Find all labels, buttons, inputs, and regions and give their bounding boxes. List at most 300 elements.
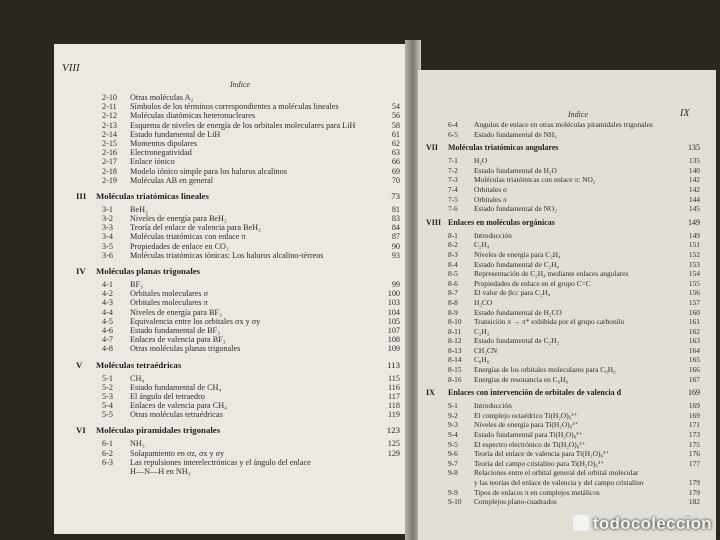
entry-page: 157 bbox=[688, 297, 700, 307]
entry-title: Niveles de energía para BF₃ bbox=[130, 307, 222, 317]
chapter-number: IX bbox=[426, 388, 435, 398]
entry-page: 161 bbox=[688, 317, 700, 327]
chapter-heading bbox=[54, 266, 410, 280]
entry-page: 169 bbox=[688, 401, 700, 411]
toc-entry bbox=[418, 130, 716, 140]
entry-title: Esquema de niveles de energía de los orbitales moleculares para LiH bbox=[130, 120, 356, 130]
toc-entry bbox=[54, 93, 410, 102]
toc-entry bbox=[54, 157, 410, 166]
entry-page: 63 bbox=[391, 148, 400, 158]
entry-page: 182 bbox=[688, 497, 700, 507]
entry-title: Representación de C₂H₄ mediante enlaces angulares bbox=[474, 269, 629, 279]
entry-number: 4-4 bbox=[102, 307, 113, 317]
entry-page: 70 bbox=[391, 175, 400, 185]
toc-entry bbox=[418, 459, 716, 469]
entry-page: 165 bbox=[688, 355, 700, 365]
entry-number: 9-6 bbox=[448, 449, 458, 459]
entry-number: 8-16 bbox=[448, 374, 462, 384]
entry-title: Estado fundamental para Ti(H₂O)₆³⁺ bbox=[474, 430, 583, 440]
toc-entry bbox=[418, 497, 716, 507]
toc-entry bbox=[54, 251, 410, 260]
watermark: todocoleccion bbox=[573, 514, 712, 534]
toc-entry bbox=[418, 298, 716, 308]
entry-page: 90 bbox=[391, 241, 400, 251]
toc-entry bbox=[54, 130, 410, 139]
chapter-page: 113 bbox=[387, 359, 400, 370]
chapter-page: 73 bbox=[391, 190, 400, 201]
entry-number: 3-5 bbox=[102, 241, 113, 251]
entry-number: 8-11 bbox=[448, 326, 462, 336]
entry-title: Enlaces de valencia para BF₃ bbox=[130, 335, 226, 345]
toc-entry bbox=[418, 355, 716, 365]
toc-entry bbox=[418, 120, 716, 130]
entry-page: 169 bbox=[688, 410, 700, 420]
entry-page: 117 bbox=[388, 391, 400, 401]
entry-number: 7-2 bbox=[448, 165, 458, 175]
entry-page: 164 bbox=[688, 345, 700, 355]
toc-entry bbox=[54, 102, 410, 111]
entry-title: Teoría del enlace de valencia para Ti(H₂O)₆³⁺ bbox=[474, 449, 610, 459]
entry-title: C₂H₄ bbox=[474, 240, 490, 250]
toc-entry bbox=[418, 156, 716, 166]
entry-page: 118 bbox=[388, 401, 400, 411]
entry-number: 8-6 bbox=[448, 278, 458, 288]
toc-entry bbox=[54, 242, 410, 251]
entry-title: Niveles de energía para BeH₂ bbox=[130, 214, 227, 224]
entry-number: 9-10 bbox=[448, 497, 462, 507]
entry-number: 4-2 bbox=[102, 289, 113, 299]
entry-number: 7-6 bbox=[448, 204, 458, 214]
toc-entry bbox=[418, 204, 716, 214]
chapter-title: Enlaces con intervención de orbitales de valencia d bbox=[448, 388, 622, 398]
entry-title: Enlaces de valencia para CH₄ bbox=[130, 401, 227, 411]
entry-number: 3-3 bbox=[102, 223, 113, 233]
entry-page: 145 bbox=[688, 204, 700, 214]
chapter-heading bbox=[418, 218, 716, 231]
entry-page: 153 bbox=[688, 259, 700, 269]
entry-page: 149 bbox=[688, 230, 700, 240]
entry-number: 2-15 bbox=[102, 138, 118, 148]
toc-entry bbox=[54, 280, 410, 289]
entry-number: 3-4 bbox=[102, 232, 113, 242]
entry-number: 2-10 bbox=[102, 93, 118, 102]
entry-page: 54 bbox=[391, 102, 400, 112]
toc-entry bbox=[418, 185, 716, 195]
entry-title: Solapamiento en σz, σx y σy bbox=[130, 448, 225, 458]
entry-title: H—N—H en NH₃ bbox=[130, 467, 191, 476]
entry-page: 140 bbox=[688, 165, 700, 175]
toc-entry bbox=[418, 420, 716, 430]
entry-page: 175 bbox=[688, 439, 700, 449]
entry-page: 129 bbox=[387, 448, 400, 458]
entry-number: 5-2 bbox=[102, 382, 113, 392]
entry-number: 5-4 bbox=[102, 401, 113, 411]
right-toc-list bbox=[418, 120, 716, 507]
entry-number: 8-14 bbox=[448, 355, 462, 365]
toc-entry bbox=[54, 344, 410, 353]
toc-entry bbox=[418, 250, 716, 260]
toc-entry bbox=[418, 478, 716, 488]
entry-title: Teoría del campo cristalino para Ti(H₂O)₆³⁺ bbox=[474, 458, 604, 468]
entry-page: 115 bbox=[388, 373, 400, 383]
entry-number: 9-7 bbox=[448, 458, 458, 468]
entry-number: 9-8 bbox=[448, 468, 458, 478]
entry-number: 5-3 bbox=[102, 391, 113, 401]
toc-entry bbox=[418, 269, 716, 279]
chapter-page: 123 bbox=[386, 425, 400, 436]
entry-title: Teoría del enlace de valencia para BeH₂ bbox=[130, 223, 261, 233]
entry-number: 8-12 bbox=[448, 336, 462, 346]
toc-entry bbox=[418, 401, 716, 411]
entry-number: 8-10 bbox=[448, 317, 462, 327]
toc-entry bbox=[418, 430, 716, 440]
entry-number: 8-2 bbox=[448, 240, 458, 250]
toc-entry bbox=[54, 176, 410, 185]
entry-title: CH₄ bbox=[130, 373, 145, 383]
entry-title: Moléculas AB en general bbox=[130, 175, 213, 185]
chapter-number: IV bbox=[76, 266, 86, 276]
entry-number: 8-9 bbox=[448, 307, 458, 317]
entry-number: 4-6 bbox=[102, 325, 113, 335]
entry-page: 56 bbox=[391, 111, 400, 121]
entry-page: 119 bbox=[388, 410, 400, 420]
toc-entry bbox=[54, 392, 410, 401]
toc-entry bbox=[54, 335, 410, 344]
entry-number: 4-1 bbox=[102, 280, 113, 289]
entry-page: 99 bbox=[391, 280, 400, 289]
entry-number: 2-17 bbox=[102, 157, 118, 167]
entry-number: 4-3 bbox=[102, 298, 113, 308]
entry-page: 81 bbox=[391, 204, 400, 214]
entry-title: Energías de los orbitales moleculares para C₆H₆ bbox=[474, 365, 616, 375]
entry-title: Otras moléculas planas trigonales bbox=[130, 344, 241, 354]
entry-number: 2-14 bbox=[102, 129, 118, 139]
entry-page: 163 bbox=[688, 336, 700, 346]
chapter-page: 135 bbox=[688, 143, 700, 153]
entry-number: 2-18 bbox=[102, 166, 118, 176]
entry-number: 7-1 bbox=[448, 156, 458, 166]
entry-number: 8-1 bbox=[448, 230, 458, 240]
entry-number: 8-8 bbox=[448, 297, 458, 307]
entry-title: Modelo iónico simple para los haluros alcalinos bbox=[130, 166, 287, 176]
toc-entry bbox=[418, 488, 716, 498]
entry-title: Electronegatividad bbox=[130, 148, 192, 158]
toc-entry bbox=[418, 279, 716, 289]
left-running-head: Indice bbox=[230, 80, 250, 89]
chapter-page: 169 bbox=[688, 388, 700, 398]
entry-title: Orbitales σ bbox=[474, 184, 507, 194]
entry-title: Estado fundamental de C₂H₄ bbox=[474, 259, 559, 269]
entry-number: 7-3 bbox=[448, 175, 458, 185]
entry-page: 135 bbox=[688, 156, 700, 166]
entry-title: Orbitales moleculares σ bbox=[130, 289, 209, 299]
chapter-number: VII bbox=[426, 143, 439, 153]
entry-title: BF₃ bbox=[130, 280, 143, 289]
toc-entry bbox=[54, 317, 410, 326]
entry-page: 100 bbox=[387, 289, 400, 299]
entry-page: 83 bbox=[391, 214, 400, 224]
entry-page: 69 bbox=[391, 166, 400, 176]
entry-page: 156 bbox=[688, 288, 700, 298]
entry-title: Estado fundamental de H₂CO bbox=[474, 307, 562, 317]
toc-entry bbox=[54, 449, 410, 458]
entry-page: 167 bbox=[688, 374, 700, 384]
toc-entry bbox=[54, 410, 410, 419]
entry-title: Estado fundamental de NH₃ bbox=[474, 129, 557, 139]
entry-title: El complejo octaédrico Ti(H₂O)₆³⁺ bbox=[474, 410, 578, 420]
entry-page: 108 bbox=[387, 335, 400, 345]
left-page-number: VIII bbox=[62, 62, 80, 74]
entry-title: C₂H₂ bbox=[474, 326, 490, 336]
toc-entry bbox=[54, 401, 410, 410]
toc-entry bbox=[54, 458, 410, 467]
entry-number: 6-1 bbox=[102, 439, 113, 449]
entry-page: 61 bbox=[391, 129, 400, 139]
entry-title: El ángulo del tetraedro bbox=[130, 391, 205, 401]
entry-number: 8-15 bbox=[448, 365, 462, 375]
entry-number: 6-4 bbox=[448, 120, 458, 129]
chapter-heading bbox=[54, 425, 410, 439]
entry-title: H₂CO bbox=[474, 297, 493, 307]
entry-number: 2-13 bbox=[102, 120, 118, 130]
entry-title: Moléculas triatómicas con enlace π bbox=[130, 232, 246, 242]
toc-entry bbox=[54, 308, 410, 317]
toc-entry bbox=[418, 365, 716, 375]
entry-title: Orbitales π bbox=[474, 194, 507, 204]
toc-entry bbox=[418, 231, 716, 241]
toc-entry bbox=[418, 288, 716, 298]
entry-title: y las teorías del enlace de valencia y del campo cristalino bbox=[474, 478, 644, 487]
chapter-title: Moléculas triatómicas angulares bbox=[448, 143, 559, 153]
entry-number: 6-2 bbox=[102, 448, 113, 458]
entry-page: 152 bbox=[688, 249, 700, 259]
entry-title: Tipos de enlaces π en complejos metálicos bbox=[474, 487, 600, 497]
entry-page: 179 bbox=[688, 478, 700, 487]
entry-page: 66 bbox=[391, 157, 400, 167]
chapter-number: VI bbox=[76, 425, 86, 436]
entry-title: Energías de resonancia en C₆H₆ bbox=[474, 374, 569, 384]
toc-entry bbox=[418, 240, 716, 250]
entry-number: 4-5 bbox=[102, 316, 113, 326]
chapter-page: 149 bbox=[688, 217, 700, 227]
entry-page: 93 bbox=[391, 250, 400, 260]
chapter-number: III bbox=[76, 190, 87, 201]
entry-page: 154 bbox=[688, 269, 700, 279]
entry-page: 109 bbox=[387, 344, 400, 354]
toc-entry bbox=[418, 317, 716, 327]
chapter-title: Moléculas piramidales trigonales bbox=[96, 425, 221, 436]
entry-number: 3-6 bbox=[102, 250, 113, 260]
chapter-title: Enlaces en moléculas orgánicas bbox=[448, 217, 555, 227]
entry-title: Moléculas triatómicas con enlace π: NO₂ bbox=[474, 175, 596, 185]
entry-page: 87 bbox=[391, 232, 400, 242]
entry-page: 151 bbox=[688, 240, 700, 250]
entry-number: 2-12 bbox=[102, 111, 118, 121]
entry-page: 155 bbox=[688, 278, 700, 288]
entry-page: 171 bbox=[688, 420, 700, 430]
entry-title: Propiedades de enlace en CO₂ bbox=[130, 241, 229, 251]
entry-page: 177 bbox=[688, 458, 700, 468]
entry-title: Estado fundamental de CH₄ bbox=[130, 382, 222, 392]
entry-number: 9-4 bbox=[448, 430, 458, 440]
entry-page: 103 bbox=[387, 298, 400, 308]
toc-entry bbox=[54, 148, 410, 157]
toc-entry bbox=[418, 375, 716, 385]
entry-page: 62 bbox=[391, 138, 400, 148]
left-toc-list bbox=[54, 93, 410, 476]
entry-page: 84 bbox=[391, 223, 400, 233]
entry-title: El espectro electrónico de Ti(H₂O)₆³⁺ bbox=[474, 439, 586, 449]
entry-title: BeH₂ bbox=[130, 204, 148, 214]
entry-title: Las repulsiones interelectrónicas y el ángulo del enlace bbox=[130, 457, 311, 467]
toc-entry bbox=[54, 167, 410, 176]
entry-title: Orbitales moleculares π bbox=[130, 298, 208, 308]
entry-title: Estado fundamental de C₂H₂ bbox=[474, 336, 559, 346]
toc-entry bbox=[54, 383, 410, 392]
toc-entry bbox=[418, 327, 716, 337]
entry-number: 9-1 bbox=[448, 401, 458, 411]
entry-number: 6-3 bbox=[102, 457, 113, 467]
entry-title: Estado fundamental de H₂O bbox=[474, 165, 557, 175]
toc-entry bbox=[54, 121, 410, 130]
entry-number: 6-5 bbox=[448, 129, 458, 139]
entry-number: 2-11 bbox=[102, 102, 117, 112]
entry-title: NH₃ bbox=[130, 439, 145, 449]
entry-title: Estado fundamental de LiH bbox=[130, 129, 221, 139]
entry-title: Símbolos de los términos correspondientes a moléculas lineales bbox=[130, 102, 339, 112]
toc-entry bbox=[418, 411, 716, 421]
entry-page: 176 bbox=[688, 449, 700, 459]
entry-page: 162 bbox=[688, 326, 700, 336]
entry-title: El valor de βcc para C₂H₄ bbox=[474, 288, 551, 298]
toc-entry bbox=[54, 467, 410, 476]
toc-entry bbox=[54, 111, 410, 120]
entry-page: 104 bbox=[387, 307, 400, 317]
entry-number: 8-4 bbox=[448, 259, 458, 269]
chapter-heading bbox=[418, 143, 716, 156]
entry-number: 4-7 bbox=[102, 335, 113, 345]
entry-page: 173 bbox=[688, 430, 700, 440]
entry-title: Moléculas diatómicas heteronucleares bbox=[130, 111, 256, 121]
entry-number: 9-5 bbox=[448, 439, 458, 449]
entry-page: 166 bbox=[688, 365, 700, 375]
entry-title: Angulos de enlace en otras moléculas piramidales trigonales bbox=[474, 120, 653, 129]
entry-page: 142 bbox=[688, 184, 700, 194]
toc-entry bbox=[418, 440, 716, 450]
entry-number: 3-2 bbox=[102, 214, 113, 224]
entry-title: Otras moléculas A₂ bbox=[130, 93, 194, 102]
toc-entry bbox=[54, 439, 410, 448]
toc-entry bbox=[418, 195, 716, 205]
entry-page: 160 bbox=[688, 307, 700, 317]
entry-page: 142 bbox=[688, 175, 700, 185]
chapter-number: V bbox=[76, 359, 83, 370]
entry-title: Estado fundamental de NO₂ bbox=[474, 204, 557, 214]
left-page bbox=[54, 44, 410, 534]
entry-title: Moléculas triatómicas iónicas: Los haluros alcalino-térreos bbox=[130, 250, 324, 260]
toc-entry bbox=[54, 205, 410, 214]
entry-title: Niveles de energía para Ti(H₂O)₆³⁺ bbox=[474, 420, 579, 430]
entry-title: C₆H₆ bbox=[474, 355, 490, 365]
chapter-heading bbox=[54, 191, 410, 205]
entry-number: 2-19 bbox=[102, 175, 118, 185]
entry-number: 7-4 bbox=[448, 184, 458, 194]
toc-entry bbox=[54, 223, 410, 232]
entry-title: Otras moléculas tetraédricas bbox=[130, 410, 223, 420]
entry-title: H₂O bbox=[474, 156, 488, 166]
chapter-title: Moléculas triatómicas lineales bbox=[96, 190, 209, 201]
chapter-heading bbox=[54, 360, 410, 374]
entry-number: 5-5 bbox=[102, 410, 113, 420]
entry-number: 8-5 bbox=[448, 269, 458, 279]
toc-entry bbox=[418, 346, 716, 356]
entry-title: Momentos dipolares bbox=[130, 138, 198, 148]
chapter-title: Moléculas tetraédricas bbox=[96, 359, 182, 370]
entry-page: 116 bbox=[388, 382, 400, 392]
toc-entry bbox=[54, 298, 410, 307]
toc-entry bbox=[418, 468, 716, 478]
toc-entry bbox=[418, 260, 716, 270]
entry-title: Introducción bbox=[474, 230, 512, 240]
toc-entry bbox=[54, 326, 410, 335]
entry-page: 58 bbox=[391, 120, 400, 130]
entry-number: 5-1 bbox=[102, 373, 113, 383]
entry-number: 9-9 bbox=[448, 487, 458, 497]
toc-entry bbox=[54, 139, 410, 148]
right-running-head: Indice bbox=[568, 110, 588, 119]
entry-page: 144 bbox=[688, 194, 700, 204]
entry-number: 9-2 bbox=[448, 410, 458, 420]
entry-page: 105 bbox=[387, 316, 400, 326]
toc-entry bbox=[54, 374, 410, 383]
entry-page: 179 bbox=[688, 487, 700, 497]
entry-title: Introducción bbox=[474, 401, 512, 411]
toc-entry bbox=[418, 336, 716, 346]
entry-title: Estado fundamental de BF₃ bbox=[130, 325, 220, 335]
entry-page: 107 bbox=[387, 325, 400, 335]
chapter-heading bbox=[418, 388, 716, 401]
entry-title: CH₃CN bbox=[474, 345, 498, 355]
right-page bbox=[418, 70, 716, 540]
toc-entry bbox=[418, 175, 716, 185]
entry-title: Complejos plano-cuadrados bbox=[474, 497, 557, 507]
toc-entry bbox=[418, 308, 716, 318]
entry-number: 8-7 bbox=[448, 288, 458, 298]
toc-entry bbox=[54, 232, 410, 241]
right-page-number: IX bbox=[680, 108, 690, 119]
entry-number: 9-3 bbox=[448, 420, 458, 430]
toc-entry bbox=[54, 289, 410, 298]
entry-number: 3-1 bbox=[102, 204, 113, 214]
entry-title: Relaciones entre el orbital general del orbital molecular bbox=[474, 468, 639, 478]
entry-number: 2-16 bbox=[102, 148, 118, 158]
toc-entry bbox=[418, 449, 716, 459]
toc-entry bbox=[54, 214, 410, 223]
entry-number: 8-3 bbox=[448, 249, 458, 259]
entry-number: 7-5 bbox=[448, 194, 458, 204]
entry-number: 4-8 bbox=[102, 344, 113, 354]
watermark-logo-icon bbox=[573, 515, 589, 531]
entry-title: Equivalencia entre los orbitales σx y σy bbox=[130, 316, 261, 326]
entry-page: 125 bbox=[387, 439, 400, 449]
entry-title: Enlace iónico bbox=[130, 157, 175, 167]
entry-title: Propiedades de enlace en el grupo C=C bbox=[474, 278, 591, 288]
entry-title: Transición π → π* exhibida por el grupo carbonilo bbox=[474, 317, 625, 327]
entry-title: Niveles de energía para C₂H₄ bbox=[474, 249, 561, 259]
chapter-number: VIII bbox=[426, 217, 442, 227]
chapter-title: Moléculas planas trigonales bbox=[96, 266, 201, 276]
entry-number: 8-13 bbox=[448, 345, 462, 355]
